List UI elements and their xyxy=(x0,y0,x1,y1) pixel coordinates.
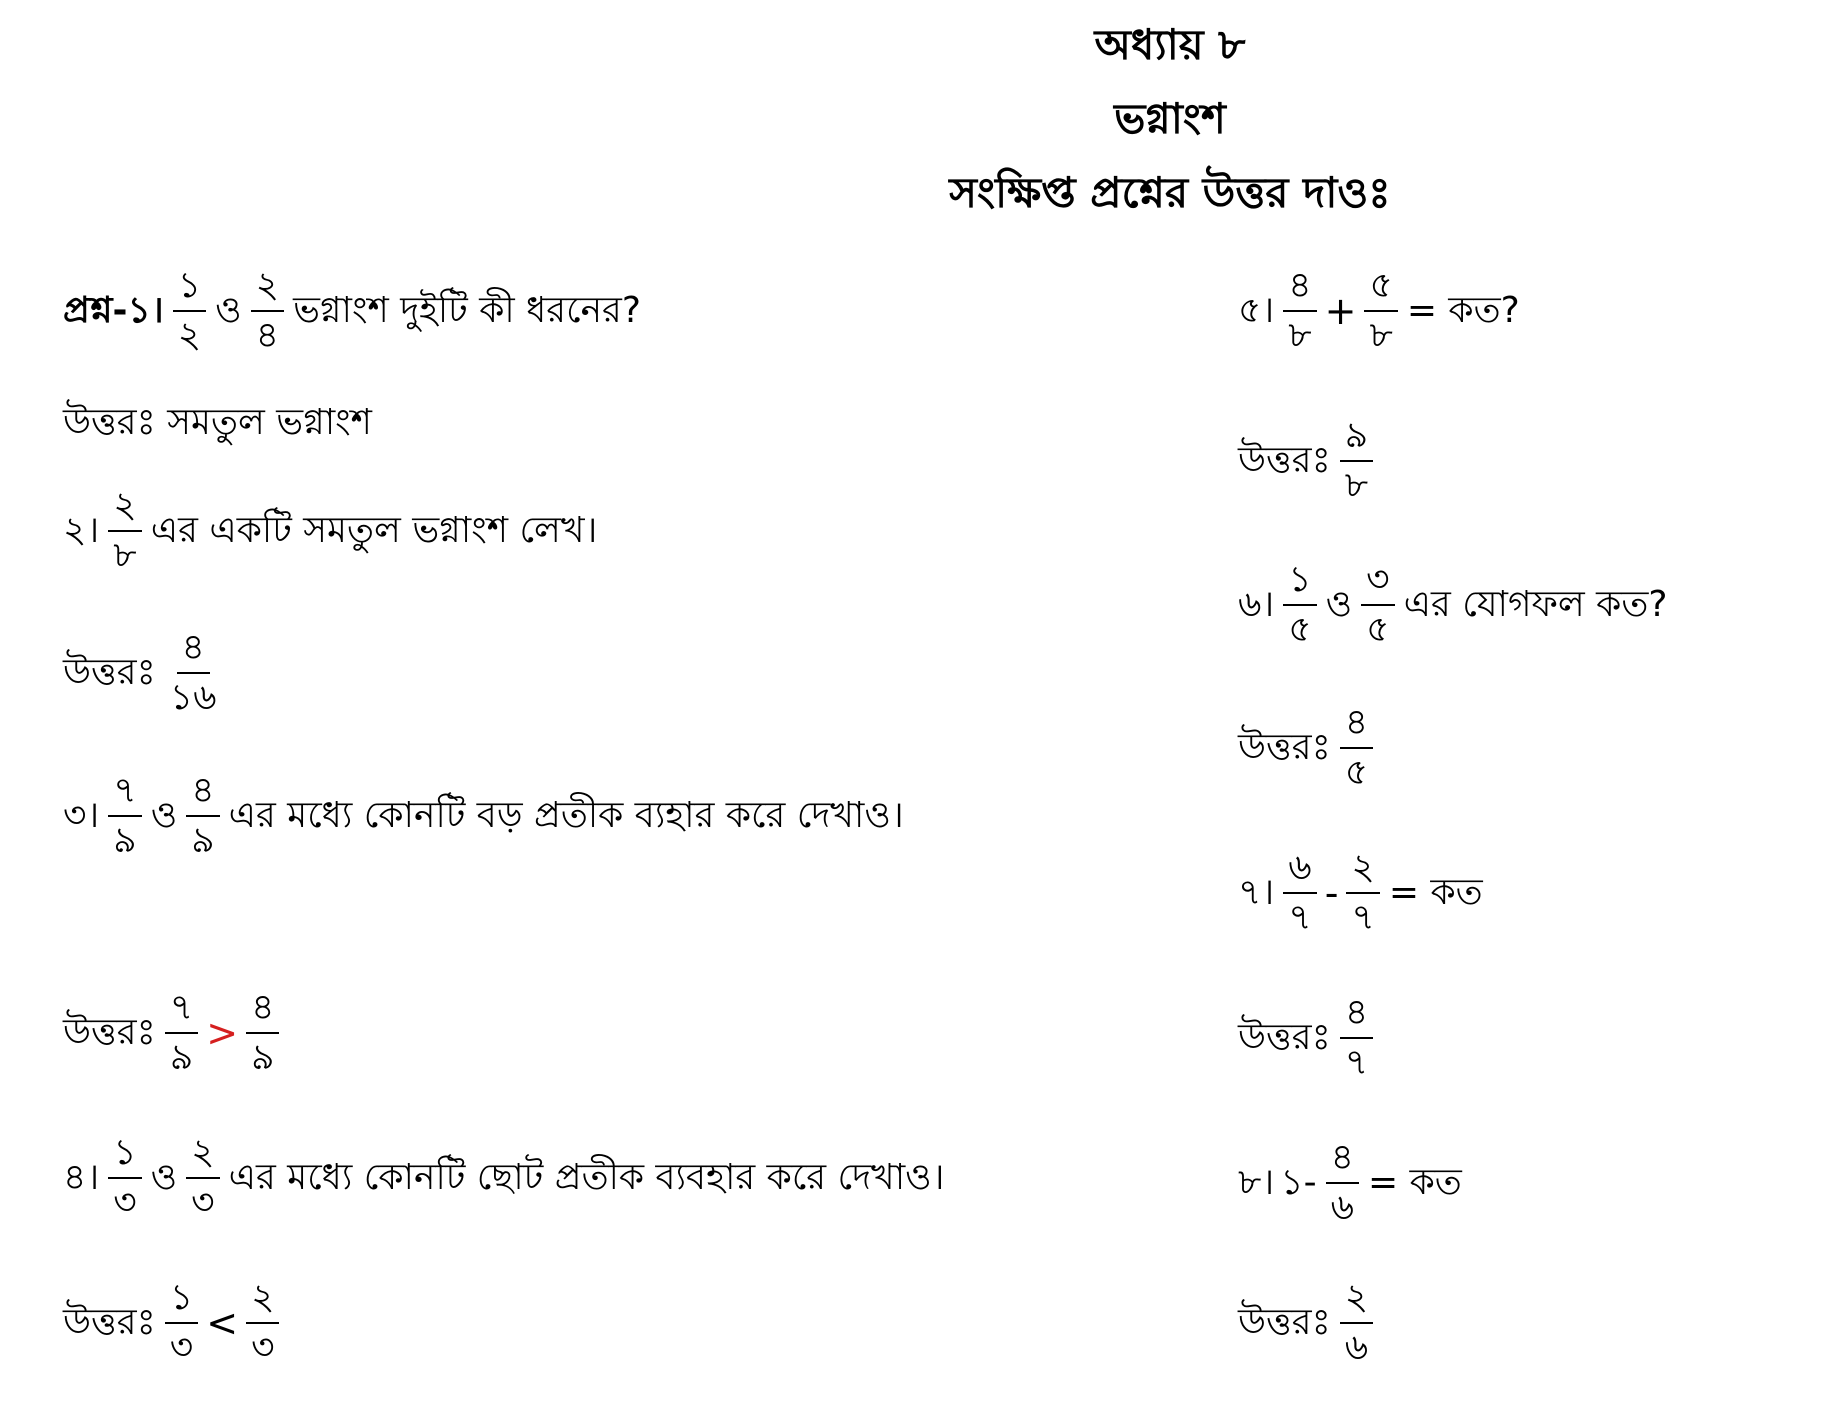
question-label: ৪। xyxy=(63,1157,100,1198)
question-label: ৫। xyxy=(1238,290,1275,331)
answer-3 xyxy=(60,987,285,1078)
fraction xyxy=(186,770,219,861)
denominator: ৫ xyxy=(1366,609,1390,650)
question-text: = কত? xyxy=(1406,290,1520,331)
question-text: এর একটি সমতুল ভগ্নাংশ লেখ। xyxy=(150,510,598,551)
numerator: ১ xyxy=(1283,562,1316,606)
question-5 xyxy=(1235,265,1523,356)
numerator: ৪ xyxy=(246,990,279,1034)
fraction xyxy=(108,1132,141,1223)
numerator: ২ xyxy=(1340,1280,1373,1324)
answer-label: উত্তরঃ xyxy=(1238,440,1331,481)
numerator: ২ xyxy=(246,1280,279,1324)
answer-4 xyxy=(60,1277,285,1368)
question-label: ৭। xyxy=(1238,872,1275,913)
numerator: ৩ xyxy=(1361,562,1394,606)
topic-title: ভগ্নাংশ xyxy=(1114,94,1226,143)
fraction xyxy=(1340,415,1373,506)
numerator: ৯ xyxy=(1340,418,1373,462)
question-2 xyxy=(60,485,600,576)
denominator: ৭ xyxy=(1288,897,1312,938)
instruction-heading: সংক্ষিপ্ত প্রশ্নের উত্তর দাওঃ xyxy=(949,168,1391,217)
question-4 xyxy=(60,1132,948,1223)
denominator: ২ xyxy=(177,315,202,356)
question-text: ভগ্নাংশ দুইটি কী ধরনের? xyxy=(293,290,641,331)
question-label: ৩। xyxy=(63,795,100,836)
question-label: প্রশ্ন-১। xyxy=(63,290,164,331)
denominator: ৩ xyxy=(113,1182,137,1223)
conjunction: ও xyxy=(150,1157,178,1198)
denominator: ৯ xyxy=(251,1037,275,1078)
numerator: ৪ xyxy=(186,773,219,817)
denominator: ৭ xyxy=(1344,1042,1369,1083)
question-label: ২। xyxy=(63,510,100,551)
whole-number: ১- xyxy=(1280,1162,1317,1203)
answer-label: উত্তরঃ xyxy=(1238,727,1331,768)
conjunction: ও xyxy=(150,795,178,836)
fraction xyxy=(165,627,222,718)
denominator: ১৬ xyxy=(169,677,217,718)
fraction xyxy=(1326,1137,1359,1228)
denominator: ৯ xyxy=(191,820,215,861)
answer-text: উত্তরঃ সমতুল ভগ্নাংশ xyxy=(63,402,372,443)
denominator: ৯ xyxy=(169,1037,194,1078)
fraction xyxy=(1283,847,1316,938)
answer-label: উত্তরঃ xyxy=(1238,1017,1331,1058)
chapter-title: অধ্যায় ৮ xyxy=(1094,20,1246,69)
fraction xyxy=(246,1277,279,1368)
numerator: ৫ xyxy=(1364,268,1397,312)
denominator: ৭ xyxy=(1351,897,1375,938)
fraction xyxy=(1346,847,1379,938)
numerator: ১ xyxy=(108,1135,141,1179)
question-text: = কত xyxy=(1388,872,1483,913)
question-text: এর মধ্যে কোনটি বড় প্রতীক ব্যহার করে দেখাও। xyxy=(228,795,904,836)
numerator: ২ xyxy=(186,1135,219,1179)
denominator: ৮ xyxy=(1344,465,1369,506)
fraction xyxy=(108,485,141,576)
fraction xyxy=(1283,265,1316,356)
denominator: ৬ xyxy=(1344,1327,1369,1368)
question-label: ৬। xyxy=(1238,584,1275,625)
fraction xyxy=(1340,992,1373,1083)
numerator: ২ xyxy=(108,488,141,532)
answer-7 xyxy=(1235,992,1379,1083)
answer-label: উত্তরঃ xyxy=(63,1012,156,1053)
denominator: ৫ xyxy=(1288,609,1312,650)
fraction xyxy=(1283,559,1316,650)
answer-6 xyxy=(1235,702,1379,793)
denominator: ৩ xyxy=(169,1327,194,1368)
greater-than-symbol: > xyxy=(206,1011,239,1055)
question-6 xyxy=(1235,559,1670,650)
minus-symbol: - xyxy=(1324,871,1339,915)
answer-label: উত্তরঃ xyxy=(1238,1302,1331,1343)
numerator: ৭ xyxy=(165,990,198,1034)
fraction xyxy=(165,987,198,1078)
conjunction: ও xyxy=(215,290,242,331)
answer-2 xyxy=(60,627,228,718)
answer-1 xyxy=(60,402,375,443)
denominator: ৬ xyxy=(1330,1187,1355,1228)
numerator: ৪ xyxy=(1283,268,1316,312)
fraction xyxy=(1340,702,1373,793)
fraction xyxy=(1361,559,1394,650)
answer-label: উত্তরঃ xyxy=(63,1302,156,1343)
numerator: ৪ xyxy=(1326,1140,1359,1184)
denominator: ৮ xyxy=(113,535,137,576)
less-than-symbol: < xyxy=(206,1301,239,1345)
fraction xyxy=(1340,1277,1373,1368)
fraction xyxy=(173,265,206,356)
question-3 xyxy=(60,770,907,861)
denominator: ৮ xyxy=(1288,315,1312,356)
question-1 xyxy=(60,265,644,356)
question-text: এর যোগফল কত? xyxy=(1403,584,1668,625)
numerator: ১ xyxy=(165,1280,198,1324)
fraction xyxy=(165,1277,198,1368)
numerator: ৪ xyxy=(1340,705,1373,749)
numerator: ৬ xyxy=(1283,850,1316,894)
denominator: ৩ xyxy=(251,1327,275,1368)
answer-label: উত্তরঃ xyxy=(63,652,156,693)
denominator: ৮ xyxy=(1369,315,1393,356)
question-7 xyxy=(1235,847,1486,938)
fraction xyxy=(246,987,279,1078)
question-text: = কত xyxy=(1368,1162,1462,1203)
fraction xyxy=(251,265,284,356)
numerator: ৪ xyxy=(177,630,210,674)
numerator: ২ xyxy=(1346,850,1379,894)
fraction xyxy=(108,770,141,861)
answer-5 xyxy=(1235,415,1379,506)
question-text: এর মধ্যে কোনটি ছোট প্রতীক ব্যবহার করে দেখাও। xyxy=(228,1157,945,1198)
conjunction: ও xyxy=(1325,584,1353,625)
fraction xyxy=(186,1132,219,1223)
question-label: ৮। xyxy=(1238,1162,1275,1203)
denominator: ৯ xyxy=(113,820,137,861)
plus-symbol: + xyxy=(1324,289,1357,333)
question-8 xyxy=(1235,1137,1465,1228)
numerator: ৪ xyxy=(1340,995,1373,1039)
denominator: ৫ xyxy=(1344,752,1369,793)
numerator: ১ xyxy=(173,268,206,312)
denominator: ৪ xyxy=(255,315,280,356)
numerator: ৭ xyxy=(108,773,141,817)
fraction xyxy=(1364,265,1397,356)
answer-8 xyxy=(1235,1277,1379,1368)
denominator: ৩ xyxy=(191,1182,215,1223)
numerator: ২ xyxy=(251,268,284,312)
